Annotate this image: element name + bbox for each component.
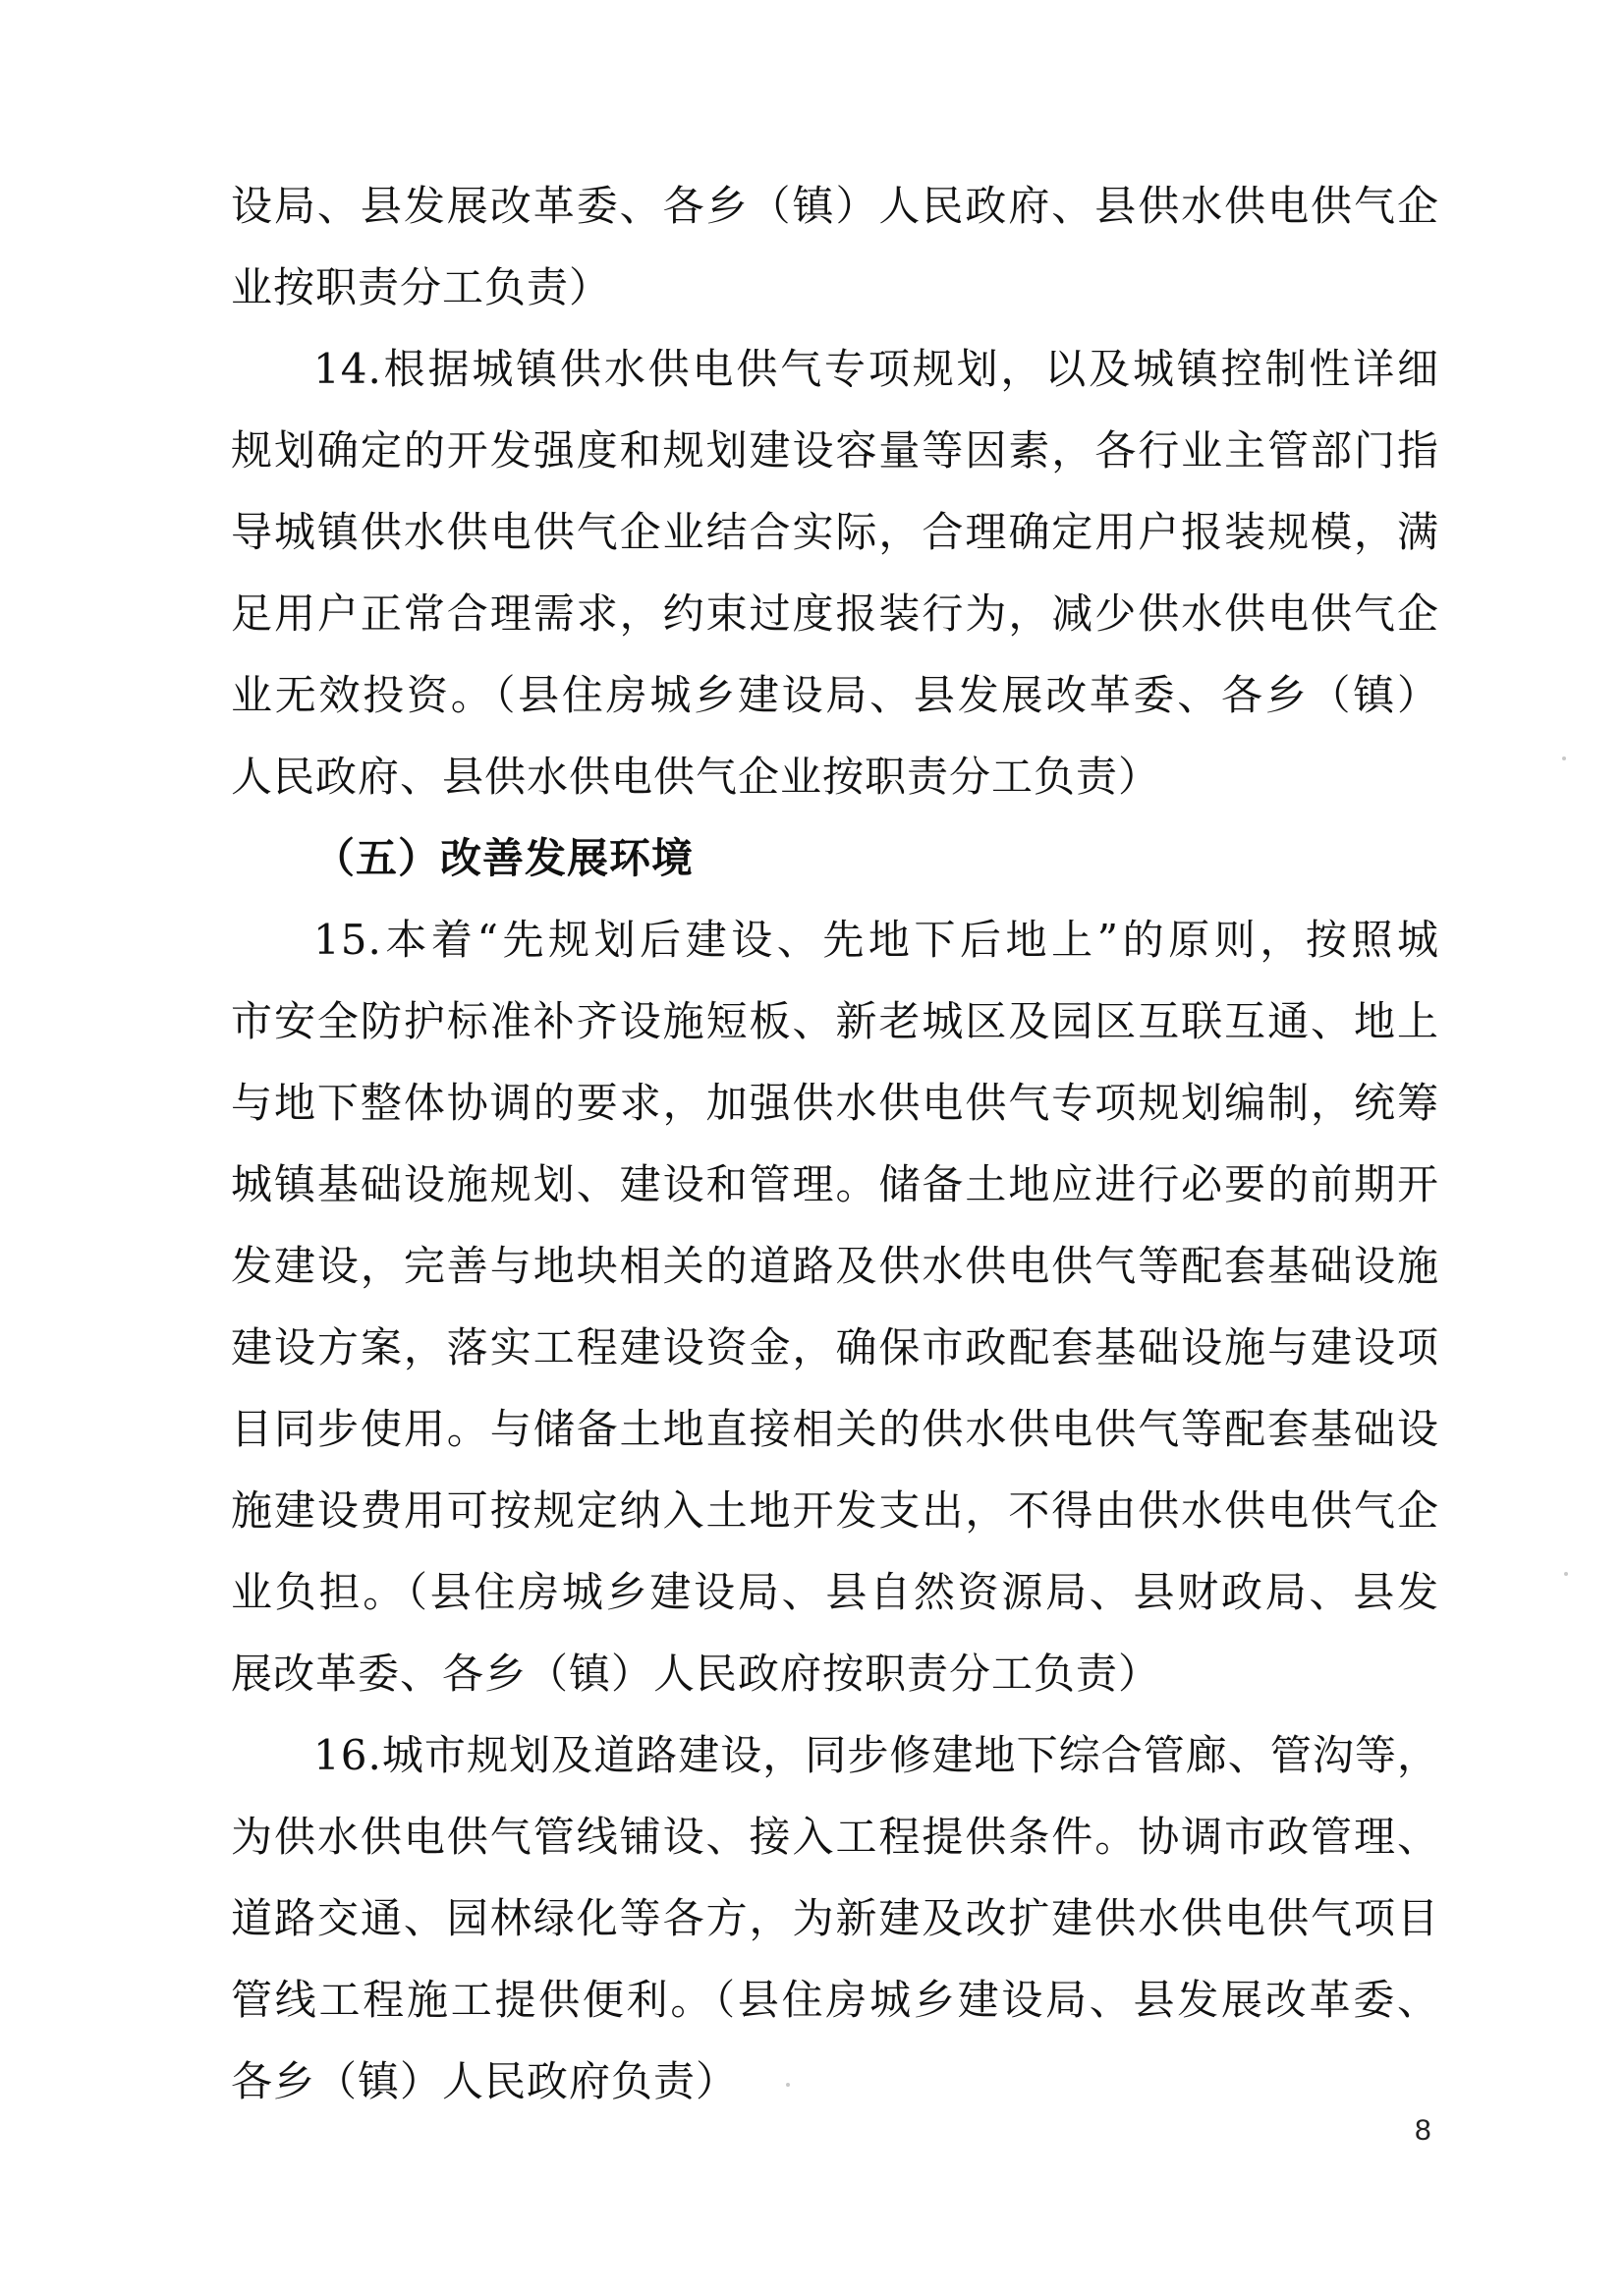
paragraph-16-start: 16.城市规划及道路建设，同步修建地下综合管廊、管沟等， — [313, 1731, 1439, 1779]
text-line: 市安全防护标准补齐设施短板、新老城区及园区互联互通、地上 — [231, 997, 1439, 1045]
paragraph-15-start: 15.本着“先规划后建设、先地下后地上”的原则，按照城 — [313, 916, 1439, 964]
text-line: 施建设费用可按规定纳入土地开发支出，不得由供水供电供气企 — [231, 1486, 1439, 1535]
text-line: 发建设，完善与地块相关的道路及供水供电供气等配套基础设施 — [231, 1242, 1439, 1290]
page-number: 8 — [1415, 2114, 1431, 2147]
text-line: 足用户正常合理需求，约束过度报装行为，减少供水供电供气企 — [231, 589, 1439, 638]
scan-speck — [1562, 756, 1566, 760]
text-line: 展改革委、各乡（镇）人民政府按职责分工负责） — [231, 1650, 1161, 1698]
text-line: 人民政府、县供水供电供气企业按职责分工负责） — [231, 753, 1161, 801]
text-line: 目同步使用。与储备土地直接相关的供水供电供气等配套基础设 — [231, 1405, 1439, 1453]
text-line: 规划确定的开发强度和规划建设容量等因素，各行业主管部门指 — [231, 426, 1439, 475]
scan-speck — [786, 2083, 790, 2087]
text-line: 业按职责分工负责） — [231, 263, 612, 311]
scan-speck — [1564, 1572, 1568, 1576]
text-line: 管线工程施工提供便利。（县住房城乡建设局、县发展改革委、 — [231, 1976, 1439, 2024]
section-heading: （五）改善发展环境 — [313, 834, 695, 882]
text-line: 道路交通、园林绿化等各方，为新建及改扩建供水供电供气项目 — [231, 1894, 1439, 1942]
paragraph-14-start: 14.根据城镇供水供电供气专项规划，以及城镇控制性详细 — [313, 345, 1439, 393]
text-line: 建设方案，落实工程建设资金，确保市政配套基础设施与建设项 — [231, 1323, 1439, 1371]
text-line: 设局、县发展改革委、各乡（镇）人民政府、县供水供电供气企 — [231, 182, 1439, 230]
text-line: 业无效投资。（县住房城乡建设局、县发展改革委、各乡（镇） — [231, 671, 1439, 719]
text-line: 各乡（镇）人民政府负责） — [231, 2057, 739, 2105]
document-body — [231, 165, 1439, 2122]
text-line: 与地下整体协调的要求，加强供水供电供气专项规划编制，统筹 — [231, 1079, 1439, 1127]
text-line: 业负担。（县住房城乡建设局、县自然资源局、县财政局、县发 — [231, 1568, 1439, 1616]
text-line: 导城镇供水供电供气企业结合实际，合理确定用户报装规模，满 — [231, 508, 1439, 556]
text-line: 为供水供电供气管线铺设、接入工程提供条件。协调市政管理、 — [231, 1813, 1439, 1861]
text-line: 城镇基础设施规划、建设和管理。储备土地应进行必要的前期开 — [231, 1160, 1439, 1208]
